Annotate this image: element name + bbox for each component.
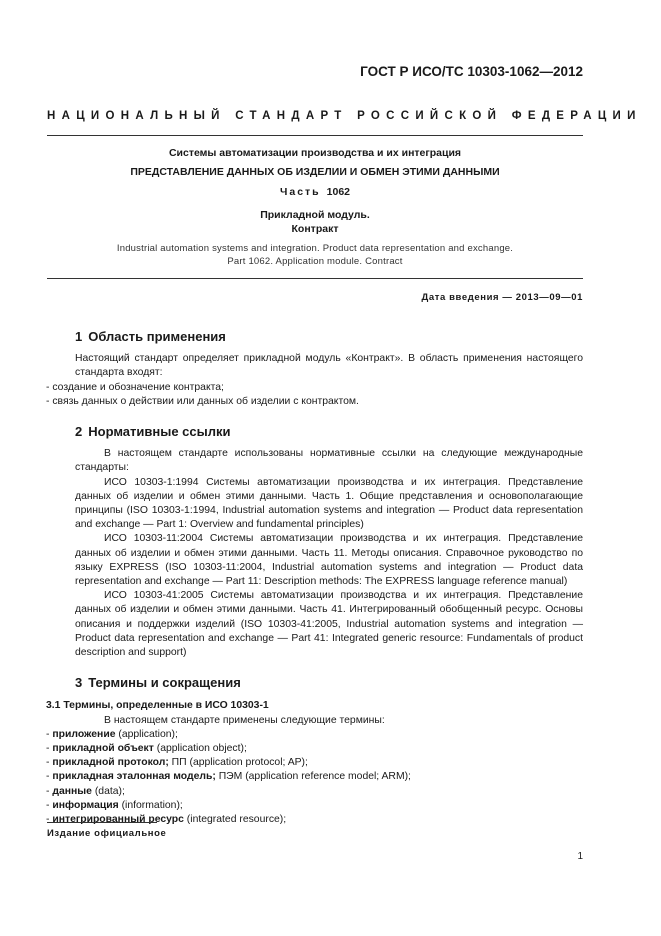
- english-title-line-1: Industrial automation systems and integration. Product data representation and exchange.: [116, 243, 514, 254]
- section-1-heading: 1 Область применения: [75, 329, 226, 344]
- header-divider: [47, 135, 583, 136]
- part-label: Часть: [279, 186, 321, 198]
- page-number: 1: [577, 851, 583, 862]
- section-1-list: [46, 381, 583, 409]
- national-standard-heading: НАЦИОНАЛЬНЫЙ СТАНДАРТ РОССИЙСКОЙ ФЕДЕРАЦИИ: [47, 110, 642, 122]
- normative-reference: ИСО 10303-11:2004 Системы автоматизации производства и их интеграция. Представление данных об изделии и обмен этими данными. Часть 11. Методы описания. Справочное руководство по языку EXPRESS (ISO 10303-11:2004, Industrial automation systems and integration — Product data representation and exchange — Part 11: Description methods: The EXPRESS language reference manual): [75, 533, 583, 588]
- term-item: - интегрированный ресурс (integrated resource);: [46, 814, 287, 826]
- part-number: 1062: [326, 186, 350, 198]
- section-2-paragraph: В настоящем стандарте использованы нормативные ссылки на следующие международные стандарты:: [75, 448, 583, 474]
- section-2: [75, 425, 583, 660]
- subsection-3-1-heading: 3.1 Термины, определенные в ИСО 10303-1: [46, 700, 269, 712]
- section-2-heading: 2 Нормативные ссылки: [75, 424, 231, 440]
- normative-reference: ИСО 10303-1:1994 Системы автоматизации производства и их интеграция. Представление данных об изделии и обмен этими данными. Часть 1. Общие представления и основополагающие принципы (ISO 10303-1:1994, Industrial automation systems and integration — Product data representation and exchange — Part 1: Overview and fundamental principles): [75, 476, 583, 531]
- terms-list: [46, 728, 583, 827]
- official-edition-label: Издание официальное: [47, 828, 167, 839]
- introduction-date: Дата введения — 2013—09—01: [421, 292, 583, 303]
- term-item: - прикладная эталонная модель; ПЭМ (application reference model; ARM);: [46, 771, 411, 783]
- part-line: [47, 186, 583, 198]
- term-item: - информация (information);: [46, 799, 183, 811]
- title-line-2: ПРЕДСТАВЛЕНИЕ ДАННЫХ ОБ ИЗДЕЛИИ И ОБМЕН ЭТИМИ ДАННЫМИ: [130, 166, 500, 178]
- list-item: - создание и обозначение контракта;: [46, 381, 224, 393]
- section-1-paragraph: Настоящий стандарт определяет прикладной модуль «Контракт». В область применения настоящего стандарта входят:: [75, 353, 583, 379]
- main-content: [46, 329, 583, 827]
- section-1: [46, 329, 583, 409]
- module-title-line-1: Прикладной модуль.: [260, 209, 370, 221]
- list-item: - связь данных о действии или данных об изделии с контрактом.: [46, 395, 359, 407]
- section-3: [46, 675, 583, 827]
- normative-reference: ИСО 10303-41:2005 Системы автоматизации производства и их интеграция. Представление данных об изделии и обмен этими данными. Часть 41. Интегрированный обобщенный ресурс. Основы описания и поддержки изделий (ISO 10303-41:2005, Industrial automation systems and integration — Product data representation and exchange — Part 41: Integrated generic resource: Fundamentals of product description and support): [75, 590, 583, 659]
- section-3-heading: 3 Термины и сокращения: [75, 675, 241, 691]
- title-line-1: Системы автоматизации производства и их интеграция: [168, 147, 462, 159]
- footer-divider: [47, 822, 157, 823]
- term-item: - приложение (application);: [46, 728, 178, 740]
- term-item: - прикладной объект (application object);: [46, 743, 247, 755]
- module-title: [47, 208, 583, 236]
- term-item: - данные (data);: [46, 785, 125, 797]
- module-title-line-2: Контракт: [291, 223, 339, 235]
- title-divider: [47, 278, 583, 279]
- english-title-line-2: Part 1062. Application module. Contract: [227, 256, 403, 267]
- term-item: - прикладной протокол; ПП (application protocol; AP);: [46, 757, 308, 769]
- document-code: ГОСТ Р ИСО/ТС 10303-1062—2012: [360, 64, 583, 79]
- english-title: [47, 242, 583, 268]
- section-3-paragraph: В настоящем стандарте применены следующие термины:: [104, 714, 385, 726]
